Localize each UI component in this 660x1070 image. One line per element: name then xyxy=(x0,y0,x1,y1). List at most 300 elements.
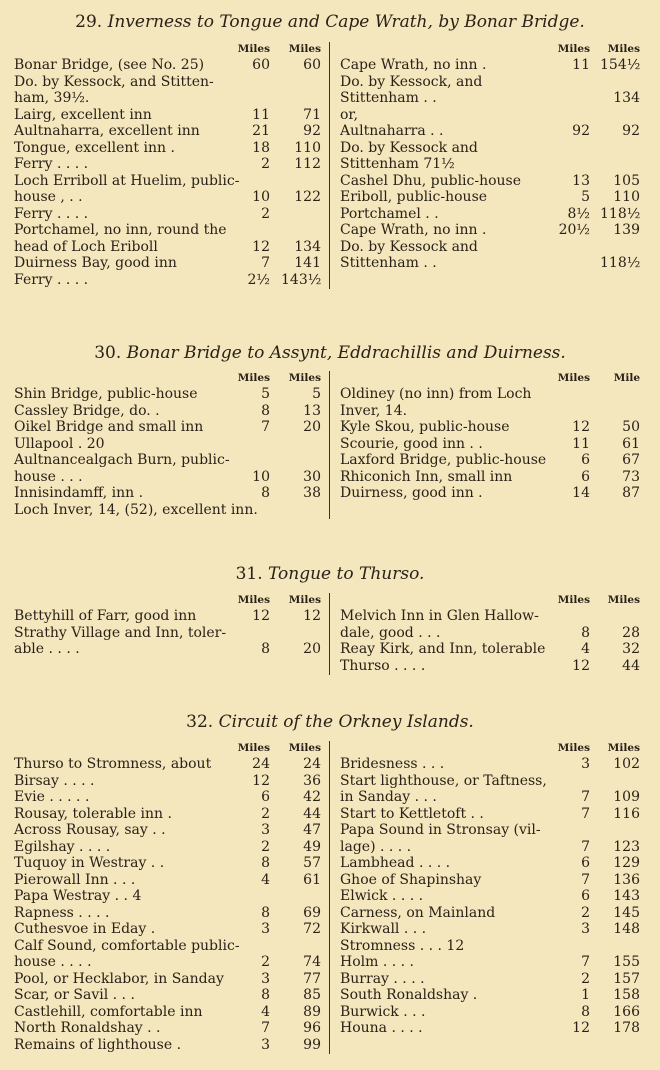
stage-miles: 3 xyxy=(261,1036,270,1053)
table-row xyxy=(340,206,648,223)
miles-header xyxy=(14,42,329,57)
table-row xyxy=(14,872,329,889)
route-name: Inverness to Tongue and Cape Wrath, by Bonar Bridge. xyxy=(107,12,585,32)
total-miles: 116 xyxy=(613,805,640,822)
stage-miles: 13 xyxy=(572,172,590,189)
place-name: Kyle Skou, public-house xyxy=(340,419,510,435)
stage-miles: 8 xyxy=(261,855,270,871)
total-miles: 112 xyxy=(294,156,321,172)
miles-header-label: Miles xyxy=(237,372,270,384)
stage-miles: 8 xyxy=(261,485,270,501)
stage-miles: 8 xyxy=(261,904,270,921)
stage-miles: 11 xyxy=(572,435,590,452)
stage-miles: 14 xyxy=(572,485,590,501)
table-row xyxy=(340,436,648,453)
total-miles: 20 xyxy=(303,641,321,657)
table-row xyxy=(340,255,648,272)
place-name: North Ronaldshay . . xyxy=(14,1020,161,1036)
stage-miles: 7 xyxy=(581,871,590,888)
table-row xyxy=(14,855,329,872)
place-name: Papa Sound in Stronsay (vil- xyxy=(340,822,541,838)
stage-miles: 3 xyxy=(261,970,270,987)
place-name: Papa Westray . . 4 xyxy=(14,888,142,904)
table-row xyxy=(14,641,329,658)
table-row xyxy=(340,419,648,436)
route-number: 30. xyxy=(94,343,122,363)
table-row xyxy=(340,641,648,658)
table-row xyxy=(14,608,329,625)
total-miles: 32 xyxy=(622,641,640,657)
total-miles: 92 xyxy=(303,123,321,139)
place-name: Thurso . . . . xyxy=(340,657,426,674)
stage-miles: 20½ xyxy=(558,222,590,238)
total-miles: 61 xyxy=(622,435,640,452)
place-name: Thurso to Stromness, about xyxy=(14,756,212,772)
total-miles: 89 xyxy=(303,1003,321,1020)
table-row xyxy=(14,206,329,223)
route-title xyxy=(0,343,660,363)
place-name: Start lighthouse, or Taftness, xyxy=(340,772,547,789)
total-miles: 122 xyxy=(294,189,321,205)
place-name: Shin Bridge, public-house xyxy=(14,386,198,402)
total-miles: 118½ xyxy=(600,255,641,271)
place-name: Start to Kettletoft . . xyxy=(340,805,484,822)
total-miles: 44 xyxy=(303,805,321,822)
stage-miles: 2 xyxy=(261,954,270,970)
total-miles: 47 xyxy=(303,822,321,838)
stage-miles: 6 xyxy=(581,888,590,904)
total-miles: 87 xyxy=(622,485,640,501)
miles-header-label: Miles xyxy=(607,43,640,55)
total-miles: 38 xyxy=(303,485,321,501)
place-name: Portchamel, no inn, round the xyxy=(14,222,227,238)
stage-miles: 2 xyxy=(261,838,270,855)
place-name: Evie . . . . . xyxy=(14,789,90,805)
place-name: dale, good . . . xyxy=(340,624,441,641)
total-miles: 141 xyxy=(294,255,321,271)
route-number: 31. xyxy=(235,564,263,584)
table-row xyxy=(14,921,329,938)
table-row xyxy=(340,954,648,971)
table-row xyxy=(14,1020,329,1037)
place-name: Strathy Village and Inn, toler- xyxy=(14,624,227,641)
table-row xyxy=(14,107,329,124)
place-name: Do. by Kessock, and Stitten- xyxy=(14,73,214,90)
stage-miles: 12 xyxy=(252,238,270,255)
total-miles: 139 xyxy=(613,222,640,238)
table-row xyxy=(340,403,648,420)
place-name: Cassley Bridge, do. . xyxy=(14,402,160,419)
table-row xyxy=(14,485,329,502)
place-name: Lambhead . . . . xyxy=(340,855,451,871)
place-name: Cape Wrath, no inn . xyxy=(340,57,487,73)
stage-miles: 10 xyxy=(252,189,270,205)
table-row xyxy=(340,888,648,905)
table-row xyxy=(14,822,329,839)
place-name: Inver, 14. xyxy=(340,402,408,419)
total-miles: 105 xyxy=(613,172,640,189)
total-miles: 85 xyxy=(303,987,321,1003)
total-miles: 73 xyxy=(622,468,640,485)
route-title xyxy=(0,712,660,732)
total-miles: 13 xyxy=(303,402,321,419)
stage-miles: 10 xyxy=(252,468,270,485)
place-name: Birsay . . . . xyxy=(14,772,95,789)
place-name: able . . . . xyxy=(14,641,80,657)
place-name: Stittenham . . xyxy=(340,90,437,106)
route-number: 29. xyxy=(75,12,103,32)
stage-miles: 2½ xyxy=(247,271,270,288)
place-name: ham, 39½. xyxy=(14,90,90,106)
total-miles: 72 xyxy=(303,921,321,937)
table-row xyxy=(14,987,329,1004)
table-row xyxy=(340,452,648,469)
stage-miles: 7 xyxy=(581,838,590,855)
total-miles: 178 xyxy=(613,1020,640,1036)
table-row xyxy=(340,608,648,625)
stage-miles: 1 xyxy=(581,987,590,1003)
place-name: Loch Erriboll at Huelim, public- xyxy=(14,172,240,189)
stage-miles: 92 xyxy=(572,123,590,139)
table-row xyxy=(340,386,648,403)
table-row xyxy=(340,156,648,173)
total-miles: 44 xyxy=(622,657,640,674)
right-column xyxy=(340,593,648,674)
place-name: Pierowall Inn . . . xyxy=(14,871,136,888)
place-name: Aultnaharra . . xyxy=(340,123,444,139)
stage-miles: 3 xyxy=(261,822,270,838)
route-number: 32. xyxy=(186,712,214,732)
total-miles: 143 xyxy=(613,888,640,904)
place-name: house . . . . xyxy=(14,954,92,970)
place-name: Eriboll, public-house xyxy=(340,189,488,205)
place-name: Lairg, excellent inn xyxy=(14,106,152,123)
place-name: head of Loch Eriboll xyxy=(14,238,158,255)
miles-header xyxy=(340,741,648,756)
place-name: Oikel Bridge and small inn xyxy=(14,419,204,435)
total-miles: 74 xyxy=(303,954,321,970)
stage-miles: 11 xyxy=(252,106,270,123)
stage-miles: 5 xyxy=(581,189,590,205)
stage-miles: 12 xyxy=(572,657,590,674)
stage-miles: 8½ xyxy=(567,205,590,222)
place-name: Burray . . . . xyxy=(340,970,425,987)
place-name: Tuquoy in Westray . . xyxy=(14,855,165,871)
stage-miles: 2 xyxy=(581,904,590,921)
table-row xyxy=(14,57,329,74)
miles-header-label: Miles xyxy=(237,742,270,754)
table-row xyxy=(14,888,329,905)
miles-header xyxy=(14,741,329,756)
total-miles: 42 xyxy=(303,789,321,805)
miles-header-label: Miles xyxy=(288,594,321,606)
table-row xyxy=(14,156,329,173)
table-row xyxy=(340,789,648,806)
place-name: South Ronaldshay . xyxy=(340,987,478,1003)
total-miles: 118½ xyxy=(600,205,641,222)
table-row xyxy=(340,57,648,74)
total-miles: 5 xyxy=(312,386,321,402)
total-miles: 129 xyxy=(613,855,640,871)
route-name: Circuit of the Orkney Islands. xyxy=(218,712,474,732)
total-miles: 154½ xyxy=(600,57,641,73)
table-row xyxy=(14,74,329,91)
table-row xyxy=(340,239,648,256)
stage-miles: 12 xyxy=(572,1020,590,1036)
miles-header-label: Miles xyxy=(237,43,270,55)
place-name: Ferry . . . . xyxy=(14,271,89,288)
place-name: Across Rousay, say . . xyxy=(14,822,166,838)
miles-header-label: Miles xyxy=(237,594,270,606)
table-row xyxy=(14,773,329,790)
table-row xyxy=(14,954,329,971)
place-name: Melvich Inn in Glen Hallow- xyxy=(340,608,539,624)
table-row xyxy=(14,625,329,642)
table-row xyxy=(14,789,329,806)
table-row xyxy=(14,123,329,140)
place-name: Bonar Bridge, (see No. 25) xyxy=(14,57,205,73)
route-name: Tongue to Thurso. xyxy=(268,564,425,584)
stage-miles: 7 xyxy=(261,1020,270,1036)
place-name: Loch Inver, 14, (52), excellent inn. xyxy=(14,501,258,518)
table-row xyxy=(340,222,648,239)
stage-miles: 8 xyxy=(581,624,590,641)
place-name: Ferry . . . . xyxy=(14,205,89,222)
place-name: Rhiconich Inn, small inn xyxy=(340,468,513,485)
table-row xyxy=(14,469,329,486)
stage-miles: 24 xyxy=(252,756,270,772)
table-row xyxy=(14,756,329,773)
route-title xyxy=(0,12,660,32)
place-name: Reay Kirk, and Inn, tolerable xyxy=(340,641,546,657)
stage-miles: 8 xyxy=(261,987,270,1003)
stage-miles: 12 xyxy=(252,772,270,789)
table-row xyxy=(340,74,648,91)
stage-miles: 21 xyxy=(252,123,270,139)
stage-miles: 2 xyxy=(261,205,270,222)
total-miles: 20 xyxy=(303,419,321,435)
stage-miles: 3 xyxy=(581,921,590,937)
place-name: Duirness, good inn . xyxy=(340,485,483,501)
table-row xyxy=(340,872,648,889)
left-column xyxy=(14,42,329,288)
place-name: or, xyxy=(340,106,359,123)
total-miles: 155 xyxy=(613,954,640,970)
total-miles: 77 xyxy=(303,970,321,987)
place-name: Calf Sound, comfortable public- xyxy=(14,937,240,954)
place-name: Duirness Bay, good inn xyxy=(14,255,177,271)
place-name: Houna . . . . xyxy=(340,1020,423,1036)
stage-miles: 3 xyxy=(581,756,590,772)
place-name: Laxford Bridge, public-house xyxy=(340,452,547,468)
place-name: Do. by Kessock and xyxy=(340,139,478,156)
total-miles: 157 xyxy=(613,970,640,987)
table-row xyxy=(340,123,648,140)
place-name: Kirkwall . . . xyxy=(340,921,427,937)
table-row xyxy=(340,756,648,773)
total-miles: 69 xyxy=(303,904,321,921)
place-name: house , . . xyxy=(14,189,83,205)
table-row xyxy=(14,839,329,856)
place-name: Aultnancealgach Burn, public- xyxy=(14,452,230,468)
stage-miles: 3 xyxy=(261,921,270,937)
total-miles: 109 xyxy=(613,789,640,805)
place-name: Remains of lighthouse . xyxy=(14,1036,182,1053)
stage-miles: 12 xyxy=(572,419,590,435)
table-row xyxy=(340,806,648,823)
place-name: Innisindamff, inn . xyxy=(14,485,144,501)
place-name: Tongue, excellent inn . xyxy=(14,139,175,156)
miles-header-label: Miles xyxy=(607,594,640,606)
miles-header xyxy=(14,371,329,386)
place-name: Bettyhill of Farr, good inn xyxy=(14,608,197,624)
total-miles: 110 xyxy=(294,139,321,156)
table-row xyxy=(340,938,648,955)
place-name: Cuthesvoe in Eday . xyxy=(14,921,156,937)
left-column xyxy=(14,741,329,1053)
miles-header xyxy=(340,42,648,57)
place-name: Cashel Dhu, public-house xyxy=(340,172,522,189)
table-row xyxy=(14,90,329,107)
total-miles: 92 xyxy=(622,123,640,139)
table-row xyxy=(14,452,329,469)
table-row xyxy=(340,855,648,872)
total-miles: 12 xyxy=(303,608,321,624)
place-name: Aultnaharra, excellent inn xyxy=(14,123,200,139)
miles-header-label: Miles xyxy=(607,742,640,754)
total-miles: 136 xyxy=(613,871,640,888)
stage-miles: 12 xyxy=(252,608,270,624)
miles-header xyxy=(340,371,648,386)
total-miles: 28 xyxy=(622,624,640,641)
table-row xyxy=(14,239,329,256)
miles-header-label: Miles xyxy=(288,43,321,55)
place-name: Rapness . . . . xyxy=(14,904,110,921)
place-name: Ferry . . . . xyxy=(14,156,89,172)
route-name: Bonar Bridge to Assynt, Eddrachillis and Duirness. xyxy=(126,343,566,363)
table-row xyxy=(340,773,648,790)
place-name: Holm . . . . xyxy=(340,954,414,970)
place-name: Oldiney (no inn) from Loch xyxy=(340,386,532,402)
total-miles: 123 xyxy=(613,838,640,855)
place-name: Castlehill, comfortable inn xyxy=(14,1003,203,1020)
place-name: Ullapool . 20 xyxy=(14,435,105,452)
total-miles: 102 xyxy=(613,756,640,772)
total-miles: 143½ xyxy=(281,271,322,288)
total-miles: 96 xyxy=(303,1020,321,1036)
place-name: Elwick . . . . xyxy=(340,888,424,904)
table-row xyxy=(340,469,648,486)
table-row xyxy=(14,971,329,988)
stage-miles: 60 xyxy=(252,57,270,73)
table-row xyxy=(14,403,329,420)
place-name: Carness, on Mainland xyxy=(340,904,496,921)
table-row xyxy=(340,625,648,642)
left-column xyxy=(14,371,329,518)
table-row xyxy=(340,1004,648,1021)
table-row xyxy=(340,839,648,856)
place-name: Stittenham 71½ xyxy=(340,156,455,172)
table-row xyxy=(340,173,648,190)
left-column xyxy=(14,593,329,658)
table-row xyxy=(14,502,329,519)
place-name: Egilshay . . . . xyxy=(14,838,111,855)
column-divider xyxy=(329,593,330,675)
table-row xyxy=(14,173,329,190)
right-column xyxy=(340,42,648,272)
total-miles: 134 xyxy=(613,90,640,106)
total-miles: 134 xyxy=(294,238,321,255)
place-name: Stittenham . . xyxy=(340,255,437,271)
place-name: lage) . . . . xyxy=(340,838,412,855)
place-name: Pool, or Hecklabor, in Sanday xyxy=(14,970,224,987)
stage-miles: 4 xyxy=(261,871,270,888)
place-name: Portchamel . . xyxy=(340,205,439,222)
stage-miles: 7 xyxy=(581,954,590,970)
place-name: Scourie, good inn . . xyxy=(340,435,483,452)
table-row xyxy=(14,272,329,289)
table-row xyxy=(340,905,648,922)
stage-miles: 6 xyxy=(581,452,590,468)
place-name: Rousay, tolerable inn . xyxy=(14,805,172,822)
total-miles: 148 xyxy=(613,921,640,937)
table-row xyxy=(340,971,648,988)
column-divider xyxy=(329,741,330,1054)
table-row xyxy=(14,905,329,922)
place-name: Do. by Kessock and xyxy=(340,238,478,255)
stage-miles: 7 xyxy=(261,419,270,435)
table-row xyxy=(340,658,648,675)
place-name: Bridesness . . . xyxy=(340,756,445,772)
table-row xyxy=(14,938,329,955)
table-row xyxy=(340,90,648,107)
table-row xyxy=(14,1004,329,1021)
miles-header-label: Mile xyxy=(613,372,640,384)
table-row xyxy=(14,255,329,272)
place-name: Do. by Kessock, and xyxy=(340,73,483,90)
total-miles: 61 xyxy=(303,871,321,888)
total-miles: 158 xyxy=(613,987,640,1003)
total-miles: 36 xyxy=(303,772,321,789)
stage-miles: 11 xyxy=(572,57,590,73)
total-miles: 71 xyxy=(303,106,321,123)
table-row xyxy=(340,189,648,206)
total-miles: 110 xyxy=(613,189,640,205)
total-miles: 57 xyxy=(303,855,321,871)
stage-miles: 2 xyxy=(261,805,270,822)
right-column xyxy=(340,371,648,502)
table-row xyxy=(14,1037,329,1054)
place-name: house . . . xyxy=(14,468,83,485)
total-miles: 145 xyxy=(613,904,640,921)
table-row xyxy=(14,806,329,823)
stage-miles: 7 xyxy=(261,255,270,271)
stage-miles: 7 xyxy=(581,789,590,805)
miles-header-label: Miles xyxy=(557,372,590,384)
miles-header-label: Miles xyxy=(557,742,590,754)
miles-header xyxy=(14,593,329,608)
total-miles: 99 xyxy=(303,1036,321,1053)
total-miles: 60 xyxy=(303,57,321,73)
miles-header-label: Miles xyxy=(557,43,590,55)
table-row xyxy=(14,140,329,157)
route-title xyxy=(0,564,660,584)
miles-header-label: Miles xyxy=(557,594,590,606)
place-name: Ghoe of Shapinshay xyxy=(340,871,482,888)
stage-miles: 8 xyxy=(261,641,270,657)
total-miles: 166 xyxy=(613,1003,640,1020)
stage-miles: 2 xyxy=(581,970,590,987)
